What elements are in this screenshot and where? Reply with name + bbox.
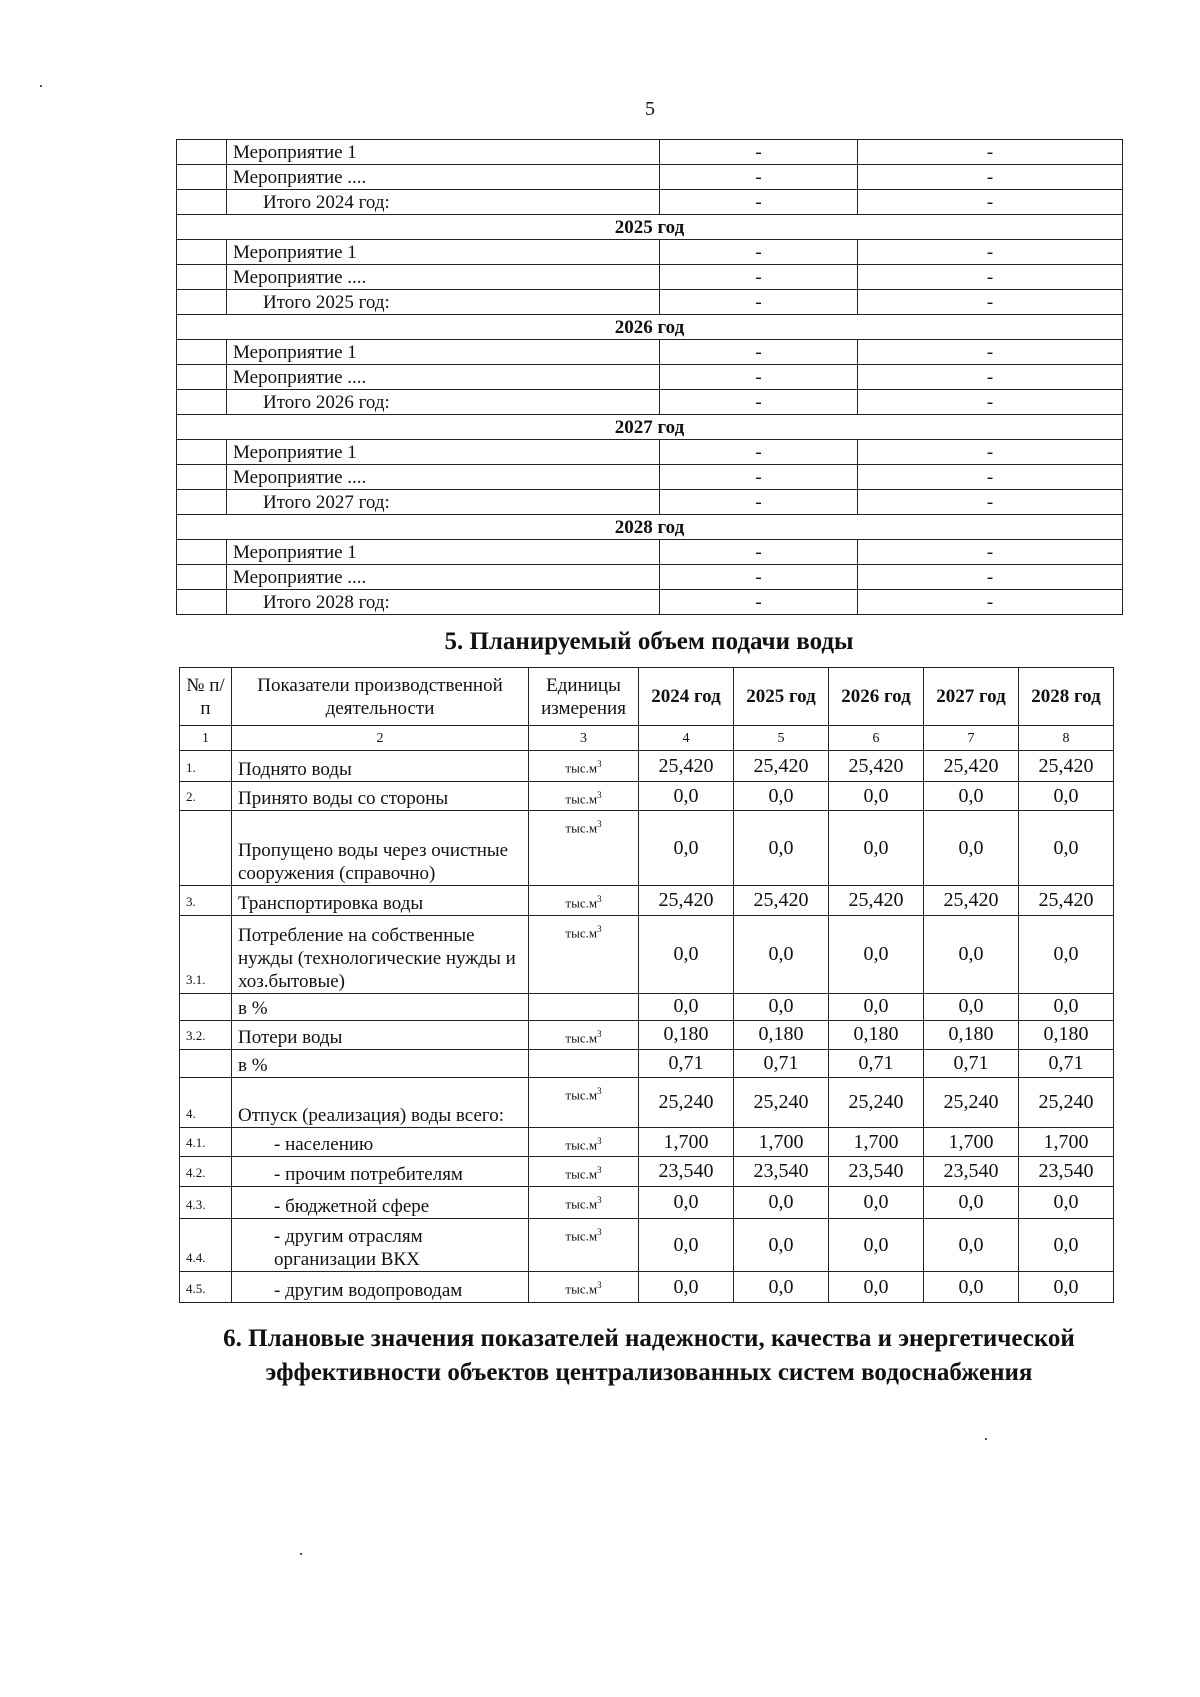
row-number-cell <box>177 265 227 290</box>
unit-label: тыс.м <box>565 1196 598 1212</box>
unit-cell <box>529 915 639 993</box>
row-number-cell <box>177 165 227 190</box>
year-value: 0,0 <box>1019 1219 1114 1272</box>
indicator-name: Потребление на собственные нужды (технологические нужды и хоз.бытовые) <box>232 915 529 993</box>
row-number: 3.2. <box>180 1020 232 1049</box>
column-index: 6 <box>829 726 924 751</box>
year-value: 0,0 <box>1019 811 1114 886</box>
measure-row <box>177 340 1123 365</box>
row-number: 3.1. <box>180 915 232 993</box>
year-value: 25,420 <box>829 886 924 915</box>
year-value: 0,180 <box>1019 1020 1114 1049</box>
total-row <box>177 590 1123 615</box>
unit-exponent: 3 <box>597 1028 602 1039</box>
year-value: 1,700 <box>829 1127 924 1156</box>
table-row <box>180 1157 1114 1187</box>
year-value: 25,420 <box>639 886 734 915</box>
measure-label: Мероприятие .... <box>227 265 660 290</box>
row-number-cell <box>177 465 227 490</box>
year-value: 0,180 <box>734 1020 829 1049</box>
unit-cell <box>529 1157 639 1187</box>
total-row <box>177 290 1123 315</box>
measure-row <box>177 240 1123 265</box>
year-heading-row <box>177 415 1123 440</box>
row-number-cell <box>177 240 227 265</box>
year-value: 23,540 <box>1019 1157 1114 1187</box>
indicator-name: Отпуск (реализация) воды всего: <box>232 1077 529 1127</box>
table-row <box>180 1272 1114 1303</box>
value-cell: - <box>660 390 858 415</box>
row-number-cell <box>177 440 227 465</box>
value-cell: - <box>858 265 1123 290</box>
column-index: 5 <box>734 726 829 751</box>
year-value: 25,420 <box>829 751 924 782</box>
value-cell: - <box>660 140 858 165</box>
column-index: 1 <box>180 726 232 751</box>
value-cell: - <box>660 190 858 215</box>
year-value: 0,0 <box>924 993 1019 1020</box>
indicator-name: в % <box>232 993 529 1020</box>
indicator-name: Транспортировка воды <box>232 886 529 915</box>
year-value: 0,0 <box>639 993 734 1020</box>
year-value: 0,180 <box>639 1020 734 1049</box>
value-cell: - <box>858 440 1123 465</box>
unit-cell <box>529 1272 639 1303</box>
value-cell: - <box>858 565 1123 590</box>
value-cell: - <box>858 490 1123 515</box>
unit-label: тыс.м <box>565 895 598 911</box>
year-value: 0,0 <box>1019 782 1114 811</box>
table-row <box>180 1187 1114 1219</box>
indicator-name: в % <box>232 1049 529 1077</box>
year-value: 0,0 <box>924 1219 1019 1272</box>
row-number-cell <box>177 340 227 365</box>
measure-row <box>177 540 1123 565</box>
header-num: № п/п <box>180 668 232 726</box>
year-value: 0,0 <box>734 1187 829 1219</box>
unit-cell <box>529 1077 639 1127</box>
indicator-name: - другим отраслям организации ВКХ <box>232 1219 529 1272</box>
value-cell: - <box>858 590 1123 615</box>
row-number-cell <box>177 190 227 215</box>
row-number-cell <box>177 490 227 515</box>
unit-label: тыс.м <box>565 924 598 940</box>
year-value: 0,71 <box>734 1049 829 1077</box>
year-value: 0,0 <box>829 782 924 811</box>
year-value: 1,700 <box>924 1127 1019 1156</box>
unit-exponent: 3 <box>597 1280 602 1291</box>
value-cell: - <box>660 440 858 465</box>
unit-label: тыс.м <box>565 1087 598 1103</box>
header-year: 2027 год <box>924 668 1019 726</box>
value-cell: - <box>858 365 1123 390</box>
value-cell: - <box>660 340 858 365</box>
row-number <box>180 811 232 886</box>
value-cell: - <box>858 140 1123 165</box>
year-value: 25,420 <box>734 751 829 782</box>
year-value: 25,420 <box>1019 886 1114 915</box>
measure-row <box>177 440 1123 465</box>
table-row <box>180 1049 1114 1077</box>
year-value: 25,240 <box>829 1077 924 1127</box>
row-number <box>180 993 232 1020</box>
table-row <box>180 751 1114 782</box>
row-number: 4. <box>180 1077 232 1127</box>
scan-speck <box>300 1553 302 1555</box>
year-value: 23,540 <box>924 1157 1019 1187</box>
row-number-cell <box>177 565 227 590</box>
year-value: 0,0 <box>734 1272 829 1303</box>
water-supply-table <box>179 667 1114 1303</box>
table-row <box>180 1127 1114 1156</box>
year-value: 25,420 <box>1019 751 1114 782</box>
value-cell: - <box>858 190 1123 215</box>
table-header-row <box>180 668 1114 726</box>
table-row <box>180 1219 1114 1272</box>
year-value: 0,0 <box>734 1219 829 1272</box>
year-heading: 2026 год <box>177 315 1123 340</box>
measure-label: Мероприятие 1 <box>227 540 660 565</box>
unit-exponent: 3 <box>597 790 602 800</box>
unit-exponent: 3 <box>597 1135 602 1146</box>
section-5-title: 5. Планируемый объем подачи воды <box>444 628 854 655</box>
year-heading: 2027 год <box>177 415 1123 440</box>
unit-cell <box>529 1187 639 1219</box>
year-value: 1,700 <box>639 1127 734 1156</box>
unit-label: тыс.м <box>565 1029 598 1045</box>
value-cell: - <box>858 340 1123 365</box>
column-index: 3 <box>529 726 639 751</box>
value-cell: - <box>858 290 1123 315</box>
year-value: 0,0 <box>639 915 734 993</box>
year-value: 0,0 <box>829 915 924 993</box>
year-value: 0,0 <box>734 782 829 811</box>
year-value: 0,0 <box>639 1219 734 1272</box>
page-number: 5 <box>645 98 655 120</box>
unit-label: тыс.м <box>565 1166 598 1182</box>
year-value: 25,420 <box>924 751 1019 782</box>
indicator-name: Принято воды со стороны <box>232 782 529 811</box>
year-value: 25,240 <box>924 1077 1019 1127</box>
unit-cell <box>529 1049 639 1077</box>
unit-exponent: 3 <box>597 923 602 934</box>
unit-exponent: 3 <box>597 819 602 830</box>
year-value: 0,180 <box>829 1020 924 1049</box>
total-label: Итого 2027 год: <box>227 490 660 515</box>
year-value: 0,71 <box>829 1049 924 1077</box>
row-number: 4.1. <box>180 1127 232 1156</box>
row-number <box>180 1049 232 1077</box>
year-value: 0,0 <box>734 811 829 886</box>
year-value: 0,0 <box>829 1272 924 1303</box>
unit-exponent: 3 <box>597 1195 602 1206</box>
value-cell: - <box>660 590 858 615</box>
row-number: 4.5. <box>180 1272 232 1303</box>
unit-label: тыс.м <box>565 791 598 807</box>
table-row <box>180 1077 1114 1127</box>
year-value: 0,0 <box>1019 1272 1114 1303</box>
year-value: 0,0 <box>829 1187 924 1219</box>
unit-cell <box>529 811 639 886</box>
scan-speck <box>40 85 42 87</box>
year-value: 25,420 <box>924 886 1019 915</box>
year-value: 0,71 <box>924 1049 1019 1077</box>
unit-cell <box>529 782 639 811</box>
year-value: 0,0 <box>639 782 734 811</box>
value-cell: - <box>858 165 1123 190</box>
unit-exponent: 3 <box>597 1085 602 1096</box>
measure-label: Мероприятие .... <box>227 565 660 590</box>
value-cell: - <box>660 290 858 315</box>
measure-row <box>177 365 1123 390</box>
year-heading: 2028 год <box>177 515 1123 540</box>
unit-cell <box>529 1127 639 1156</box>
year-value: 0,0 <box>829 1219 924 1272</box>
total-label: Итого 2028 год: <box>227 590 660 615</box>
unit-label: тыс.м <box>565 1137 598 1153</box>
header-indicator: Показатели производственной деятельности <box>232 668 529 726</box>
table-row <box>180 1020 1114 1049</box>
year-value: 0,0 <box>829 993 924 1020</box>
year-value: 23,540 <box>639 1157 734 1187</box>
column-index-row <box>180 726 1114 751</box>
value-cell: - <box>660 240 858 265</box>
indicator-name: Потери воды <box>232 1020 529 1049</box>
year-value: 0,0 <box>924 811 1019 886</box>
column-index: 8 <box>1019 726 1114 751</box>
year-value: 0,0 <box>924 1187 1019 1219</box>
unit-cell <box>529 993 639 1020</box>
row-number-cell <box>177 365 227 390</box>
row-number-cell <box>177 140 227 165</box>
measure-label: Мероприятие .... <box>227 165 660 190</box>
column-index: 4 <box>639 726 734 751</box>
row-number: 4.2. <box>180 1157 232 1187</box>
total-row <box>177 190 1123 215</box>
unit-label: тыс.м <box>565 1281 598 1297</box>
row-number: 4.4. <box>180 1219 232 1272</box>
unit-label: тыс.м <box>565 1228 598 1244</box>
total-label: Итого 2025 год: <box>227 290 660 315</box>
year-value: 0,180 <box>924 1020 1019 1049</box>
year-value: 0,0 <box>639 811 734 886</box>
table-row <box>180 811 1114 886</box>
measure-row <box>177 165 1123 190</box>
year-heading-row <box>177 215 1123 240</box>
year-value: 0,0 <box>1019 993 1114 1020</box>
table-row <box>180 782 1114 811</box>
measure-label: Мероприятие .... <box>227 365 660 390</box>
indicator-name: Пропущено воды через очистные сооружения (справочно) <box>232 811 529 886</box>
value-cell: - <box>660 365 858 390</box>
year-value: 25,420 <box>734 886 829 915</box>
year-value: 25,240 <box>734 1077 829 1127</box>
measure-row <box>177 465 1123 490</box>
measure-row <box>177 565 1123 590</box>
value-cell: - <box>660 265 858 290</box>
year-value: 23,540 <box>829 1157 924 1187</box>
year-value: 25,240 <box>639 1077 734 1127</box>
unit-exponent: 3 <box>597 894 602 905</box>
measure-row <box>177 265 1123 290</box>
header-unit: Единицы измерения <box>529 668 639 726</box>
indicator-name: - другим водопроводам <box>232 1272 529 1303</box>
indicator-name: - прочим потребителям <box>232 1157 529 1187</box>
year-value: 0,71 <box>639 1049 734 1077</box>
row-number: 3. <box>180 886 232 915</box>
measure-label: Мероприятие .... <box>227 465 660 490</box>
value-cell: - <box>858 240 1123 265</box>
year-value: 0,0 <box>639 1272 734 1303</box>
total-row <box>177 490 1123 515</box>
year-value: 0,0 <box>1019 915 1114 993</box>
row-number-cell <box>177 590 227 615</box>
year-value: 0,0 <box>639 1187 734 1219</box>
year-value: 25,420 <box>639 751 734 782</box>
year-value: 1,700 <box>1019 1127 1114 1156</box>
year-value: 1,700 <box>734 1127 829 1156</box>
year-value: 0,0 <box>1019 1187 1114 1219</box>
year-heading: 2025 год <box>177 215 1123 240</box>
value-cell: - <box>858 465 1123 490</box>
column-index: 2 <box>232 726 529 751</box>
total-label: Итого 2024 год: <box>227 190 660 215</box>
measure-label: Мероприятие 1 <box>227 340 660 365</box>
unit-cell <box>529 1020 639 1049</box>
row-number-cell <box>177 540 227 565</box>
indicator-name: - населению <box>232 1127 529 1156</box>
unit-exponent: 3 <box>597 1165 602 1176</box>
year-heading-row <box>177 315 1123 340</box>
row-number-cell <box>177 290 227 315</box>
value-cell: - <box>660 165 858 190</box>
year-value: 25,240 <box>1019 1077 1114 1127</box>
indicator-name: Поднято воды <box>232 751 529 782</box>
row-number-cell <box>177 390 227 415</box>
row-number: 1. <box>180 751 232 782</box>
measures-table <box>176 139 1123 615</box>
table-row <box>180 886 1114 915</box>
unit-label: тыс.м <box>565 820 598 836</box>
year-value: 0,0 <box>829 811 924 886</box>
value-cell: - <box>660 465 858 490</box>
year-value: 0,0 <box>924 915 1019 993</box>
year-value: 0,0 <box>924 782 1019 811</box>
unit-exponent: 3 <box>597 1227 602 1238</box>
indicator-name: - бюджетной сфере <box>232 1187 529 1219</box>
year-heading-row <box>177 515 1123 540</box>
total-label: Итого 2026 год: <box>227 390 660 415</box>
unit-cell <box>529 751 639 782</box>
header-year: 2028 год <box>1019 668 1114 726</box>
value-cell: - <box>660 565 858 590</box>
measure-label: Мероприятие 1 <box>227 140 660 165</box>
scan-speck <box>985 1438 987 1440</box>
row-number: 4.3. <box>180 1187 232 1219</box>
unit-exponent: 3 <box>597 759 602 769</box>
total-row <box>177 390 1123 415</box>
unit-cell <box>529 886 639 915</box>
year-value: 23,540 <box>734 1157 829 1187</box>
section-6-title: 6. Плановые значения показателей надежности, качества и энергетической эффективности объектов централизованных систем водоснабжения <box>223 1325 1075 1386</box>
value-cell: - <box>660 540 858 565</box>
year-value: 0,0 <box>734 993 829 1020</box>
measure-row <box>177 140 1123 165</box>
header-year: 2025 год <box>734 668 829 726</box>
column-index: 7 <box>924 726 1019 751</box>
unit-label: тыс.м <box>565 760 598 776</box>
header-year: 2024 год <box>639 668 734 726</box>
year-value: 0,0 <box>734 915 829 993</box>
measure-label: Мероприятие 1 <box>227 440 660 465</box>
year-value: 0,0 <box>924 1272 1019 1303</box>
unit-cell <box>529 1219 639 1272</box>
row-number: 2. <box>180 782 232 811</box>
value-cell: - <box>858 540 1123 565</box>
value-cell: - <box>660 490 858 515</box>
value-cell: - <box>858 390 1123 415</box>
measure-label: Мероприятие 1 <box>227 240 660 265</box>
header-year: 2026 год <box>829 668 924 726</box>
table-row <box>180 915 1114 993</box>
table-row <box>180 993 1114 1020</box>
year-value: 0,71 <box>1019 1049 1114 1077</box>
